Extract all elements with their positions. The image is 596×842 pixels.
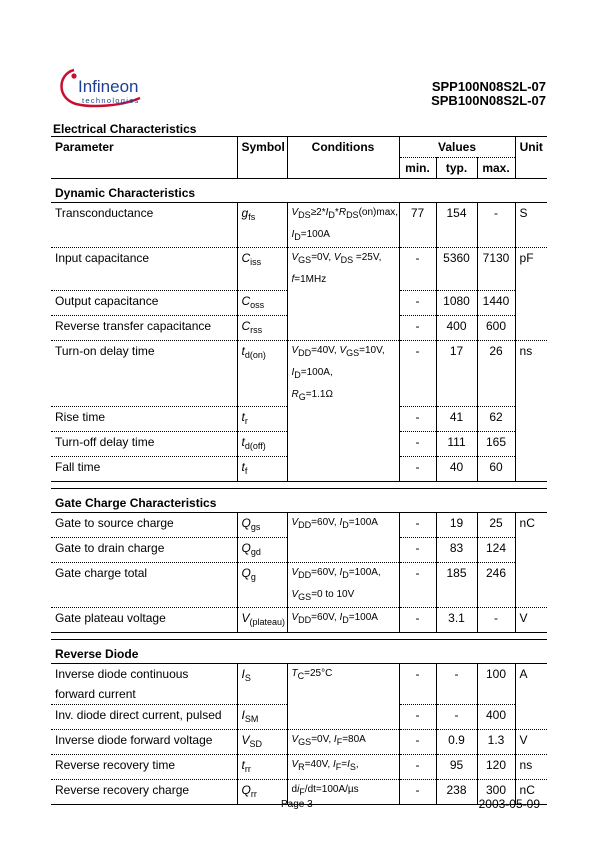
spec-table <box>51 137 547 811</box>
min-cell: - <box>399 730 436 755</box>
unit-cell: pF <box>515 248 547 291</box>
symbol-cell: $t_{rr}$ <box>237 755 287 780</box>
condition-cell: VDD=60V, ID=100A <box>287 513 399 538</box>
param-cell: Rise time <box>51 407 237 432</box>
max-cell: 62 <box>477 407 515 432</box>
symbol-cell: $Q_{rr}$ <box>237 780 287 805</box>
param-cell: Gate plateau voltage <box>51 608 237 633</box>
max-cell: 7130 <box>477 248 515 291</box>
table-row <box>51 248 547 291</box>
col-unit: Unit <box>515 137 547 158</box>
max-cell: 100 <box>477 664 515 705</box>
typ-cell: 83 <box>436 538 477 563</box>
param-cell: Inverse diode forward voltage <box>51 730 237 755</box>
section-heading: Dynamic Characteristics <box>51 179 547 203</box>
min-cell: - <box>399 538 436 563</box>
table-row <box>51 563 547 608</box>
table-row <box>51 755 547 780</box>
unit-cell <box>515 538 547 563</box>
table-row <box>51 290 547 315</box>
table-row <box>51 705 547 730</box>
document-date: 2003-05-09 <box>478 797 540 811</box>
unit-cell: S <box>515 203 547 248</box>
typ-cell: 41 <box>436 407 477 432</box>
col-min: min. <box>399 158 436 179</box>
col-conditions: Conditions <box>287 137 399 158</box>
table-row <box>51 664 547 705</box>
table-row <box>51 203 547 248</box>
symbol-cell: $t_r$ <box>237 407 287 432</box>
col-typ: typ. <box>436 158 477 179</box>
condition-cell: VDD=60V, ID=100A, VGS=0 to 10V <box>287 563 399 608</box>
min-cell: - <box>399 290 436 315</box>
logo-subtitle: technologies <box>82 96 140 105</box>
min-cell: - <box>399 407 436 432</box>
max-cell: 165 <box>477 432 515 457</box>
max-cell: 25 <box>477 513 515 538</box>
max-cell: 1440 <box>477 290 515 315</box>
symbol-cell: $C_{oss}$ <box>237 290 287 315</box>
max-cell: 1.3 <box>477 730 515 755</box>
param-cell: Reverse transfer capacitance <box>51 315 237 340</box>
min-cell: - <box>399 608 436 633</box>
table-row <box>51 340 547 407</box>
typ-cell: - <box>436 664 477 705</box>
unit-cell <box>515 705 547 730</box>
param-cell: Input capacitance <box>51 248 237 291</box>
typ-cell: 1080 <box>436 290 477 315</box>
min-cell: - <box>399 340 436 407</box>
param-cell: Inverse diode continuous forward current <box>51 664 237 705</box>
table-row <box>51 608 547 633</box>
logo-wordmark: Infineon <box>78 77 139 96</box>
unit-cell <box>515 407 547 432</box>
symbol-cell: $g_{fs}$ <box>237 203 287 248</box>
col-max: max. <box>477 158 515 179</box>
condition-cell <box>287 315 399 340</box>
max-cell: - <box>477 608 515 633</box>
min-cell: - <box>399 432 436 457</box>
param-cell: Inv. diode direct current, pulsed <box>51 705 237 730</box>
max-cell: - <box>477 203 515 248</box>
unit-cell <box>515 457 547 482</box>
condition-cell: diF/dt=100A/µs <box>287 780 399 805</box>
unit-cell <box>515 315 547 340</box>
unit-cell: nC <box>515 513 547 538</box>
typ-cell: 3.1 <box>436 608 477 633</box>
table-row <box>51 538 547 563</box>
symbol-cell: $V_{(plateau)}$ <box>237 608 287 633</box>
symbol-cell: $C_{iss}$ <box>237 248 287 291</box>
param-cell: Gate to source charge <box>51 513 237 538</box>
condition-cell: VGS=0V, IF=80A <box>287 730 399 755</box>
symbol-cell: $Q_{gd}$ <box>237 538 287 563</box>
table-row <box>51 432 547 457</box>
min-cell: - <box>399 315 436 340</box>
max-cell: 300 <box>477 780 515 805</box>
min-cell: - <box>399 755 436 780</box>
infineon-logo <box>52 62 152 112</box>
param-cell: Output capacitance <box>51 290 237 315</box>
col-symbol: Symbol <box>237 137 287 158</box>
typ-cell: 19 <box>436 513 477 538</box>
typ-cell: 17 <box>436 340 477 407</box>
min-cell: - <box>399 563 436 608</box>
table-row <box>51 730 547 755</box>
condition-cell: VDD=60V, ID=100A <box>287 608 399 633</box>
condition-cell: VDD=40V, VGS=10V, ID=100A, RG=1.1Ω <box>287 340 399 407</box>
typ-cell: 111 <box>436 432 477 457</box>
condition-cell: VDS≥2*ID*RDS(on)max, ID=100A <box>287 203 399 248</box>
unit-cell: ns <box>515 755 547 780</box>
table-row <box>51 407 547 432</box>
min-cell: - <box>399 664 436 705</box>
condition-cell: VR=40V, IF=IS, <box>287 755 399 780</box>
col-values: Values <box>399 137 515 158</box>
typ-cell: 40 <box>436 457 477 482</box>
section-heading: Gate Charge Characteristics <box>51 489 547 513</box>
symbol-cell: $t_{d(on)}$ <box>237 340 287 407</box>
typ-cell: 400 <box>436 315 477 340</box>
unit-cell: V <box>515 608 547 633</box>
max-cell: 124 <box>477 538 515 563</box>
symbol-cell: $I_S$ <box>237 664 287 705</box>
max-cell: 400 <box>477 705 515 730</box>
min-cell: - <box>399 457 436 482</box>
typ-cell: 238 <box>436 780 477 805</box>
condition-cell: TC=25°C <box>287 664 399 705</box>
symbol-cell: $t_f$ <box>237 457 287 482</box>
min-cell: - <box>399 513 436 538</box>
part-numbers <box>431 80 546 108</box>
symbol-cell: $Q_g$ <box>237 563 287 608</box>
page-number: Page 3 <box>281 799 313 810</box>
unit-cell <box>515 290 547 315</box>
symbol-cell: $t_{d(off)}$ <box>237 432 287 457</box>
condition-cell: VGS=0V, VDS =25V, f=1MHz <box>287 248 399 291</box>
table-row <box>51 315 547 340</box>
typ-cell: 5360 <box>436 248 477 291</box>
param-cell: Reverse recovery time <box>51 755 237 780</box>
param-cell: Turn-off delay time <box>51 432 237 457</box>
condition-cell <box>287 457 399 482</box>
unit-cell: ns <box>515 340 547 407</box>
max-cell: 600 <box>477 315 515 340</box>
typ-cell: - <box>436 705 477 730</box>
part-number-1: SPP100N08S2L-07 <box>431 79 546 94</box>
min-cell: - <box>399 705 436 730</box>
param-cell: Fall time <box>51 457 237 482</box>
param-cell: Reverse recovery charge <box>51 780 237 805</box>
table-row <box>51 513 547 538</box>
symbol-cell: $V_{SD}$ <box>237 730 287 755</box>
symbol-cell: $C_{rss}$ <box>237 315 287 340</box>
condition-cell <box>287 705 399 730</box>
condition-cell <box>287 407 399 432</box>
section-heading: Reverse Diode <box>51 640 547 664</box>
unit-cell <box>515 563 547 608</box>
unit-cell <box>515 432 547 457</box>
typ-cell: 95 <box>436 755 477 780</box>
col-parameter: Parameter <box>55 140 114 154</box>
max-cell: 246 <box>477 563 515 608</box>
min-cell: - <box>399 780 436 805</box>
param-cell: Turn-on delay time <box>51 340 237 407</box>
max-cell: 120 <box>477 755 515 780</box>
table-row <box>51 457 547 482</box>
part-number-2: SPB100N08S2L-07 <box>431 93 546 108</box>
max-cell: 26 <box>477 340 515 407</box>
min-cell: 77 <box>399 203 436 248</box>
condition-cell <box>287 290 399 315</box>
typ-cell: 154 <box>436 203 477 248</box>
max-cell: 60 <box>477 457 515 482</box>
condition-cell <box>287 538 399 563</box>
typ-cell: 185 <box>436 563 477 608</box>
page-title: Electrical Characteristics <box>53 122 197 136</box>
symbol-cell: $Q_{gs}$ <box>237 513 287 538</box>
typ-cell: 0.9 <box>436 730 477 755</box>
symbol-cell: $I_{SM}$ <box>237 705 287 730</box>
unit-cell: V <box>515 730 547 755</box>
param-cell: Gate to drain charge <box>51 538 237 563</box>
unit-cell: nC <box>515 780 547 805</box>
min-cell: - <box>399 248 436 291</box>
unit-cell: A <box>515 664 547 705</box>
condition-cell <box>287 432 399 457</box>
param-cell: Transconductance <box>51 203 237 248</box>
param-cell: Gate charge total <box>51 563 237 608</box>
